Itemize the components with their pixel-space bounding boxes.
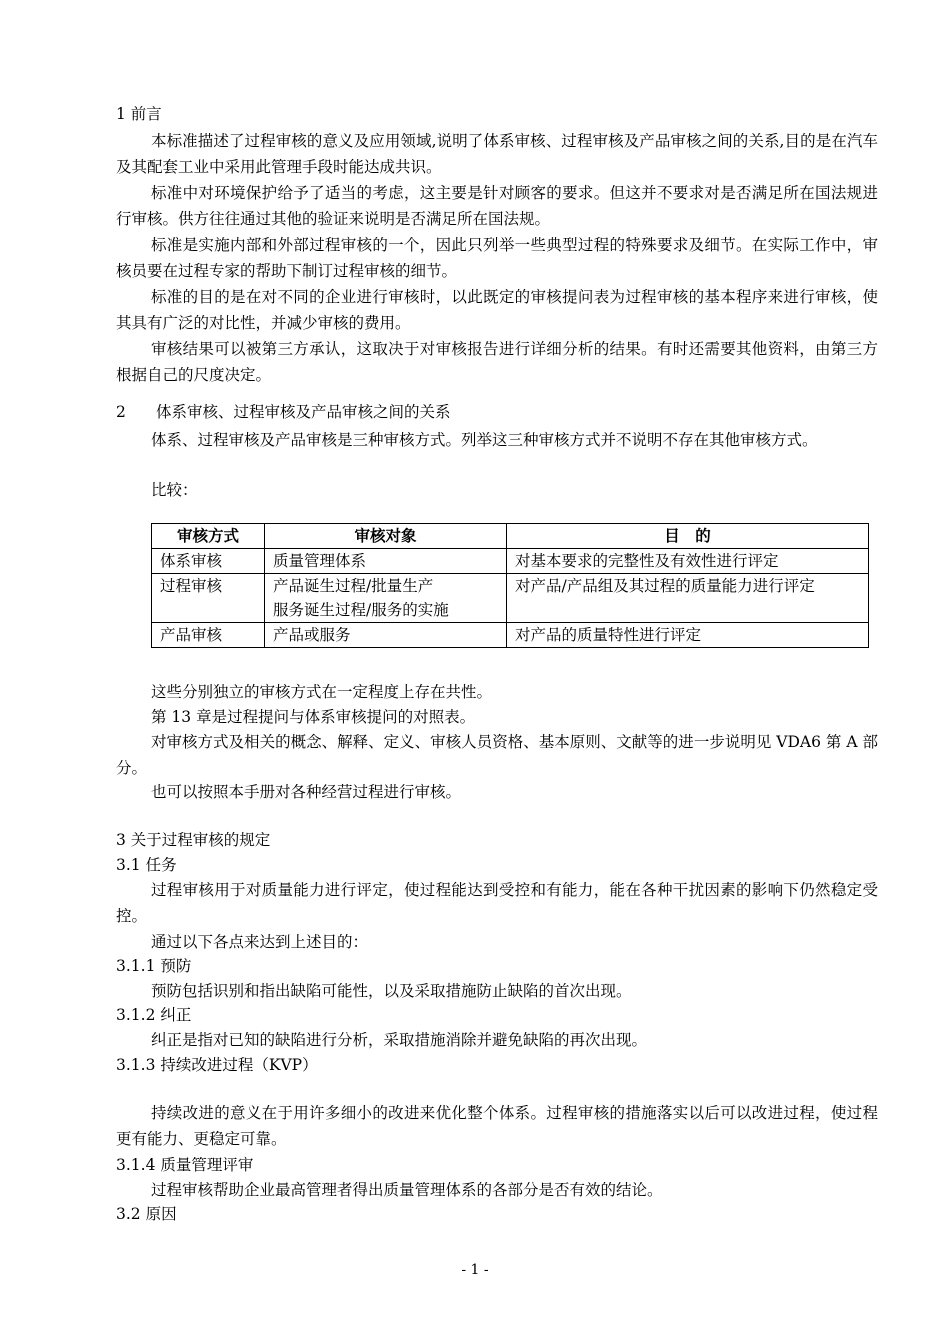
section-2-title: 体系审核、过程审核及产品审核之间的关系 — [156, 403, 451, 421]
section-1-heading: 1 前言 — [116, 105, 162, 123]
section-2-heading — [116, 402, 451, 422]
table-header-cell: 审核对象 — [265, 524, 507, 549]
table-cell: 过程审核 — [152, 574, 265, 623]
section-3-1-2-heading: 3.1.2 纠正 — [116, 1006, 192, 1024]
section-2-last-line: 也可以按照本手册对各种经营过程进行审核。 — [151, 783, 462, 801]
table-header-cell: 审核方式 — [152, 524, 265, 549]
section-1-paragraph-2: 标准中对环境保护给予了适当的考虑，这主要是针对顾客的要求。但这并不要求对是否满足所在国法规进行审核。供方往往通过其他的验证来说明是否满足所在国法规。 — [116, 184, 878, 228]
section-1-paragraph-4: 标准的目的是在对不同的企业进行审核时，以此既定的审核提问表为过程审核的基本程序来进行审核，使其具有广泛的对比性，并减少审核的费用。 — [116, 288, 878, 332]
section-3-1-2-text: 纠正是指对已知的缺陷进行分析，采取措施消除并避免缺陷的再次出现。 — [151, 1031, 648, 1049]
audit-comparison-table — [151, 523, 869, 648]
table-row — [152, 574, 869, 623]
section-1-paragraph-1: 本标准描述了过程审核的意义及应用领域,说明了体系审核、过程审核及产品审核之间的关系,目的是在汽车及其配套工业中采用此管理手段时能达成共识。 — [116, 132, 878, 176]
table-cell-line: 服务诞生过程/服务的实施 — [273, 601, 449, 619]
section-3-1-1-text: 预防包括识别和指出缺陷可能性，以及采取措施防止缺陷的首次出现。 — [151, 982, 632, 1000]
section-3-1-line: 通过以下各点来达到上述目的： — [151, 933, 369, 951]
section-3-1-paragraph: 过程审核用于对质量能力进行评定，使过程能达到受控和有能力，能在各种干扰因素的影响下仍然稳定受控。 — [116, 881, 878, 925]
section-2-after-1: 这些分别独立的审核方式在一定程度上存在共性。 — [151, 683, 493, 701]
section-2-after-2: 第 13 章是过程提问与体系审核提问的对照表。 — [151, 708, 476, 726]
section-3-2-heading: 3.2 原因 — [116, 1205, 177, 1223]
table-cell: 质量管理体系 — [265, 549, 507, 574]
table-cell: 对产品的质量特性进行评定 — [507, 623, 869, 648]
section-3-1-4-text: 过程审核帮助企业最高管理者得出质量管理体系的各部分是否有效的结论。 — [151, 1181, 663, 1199]
section-3-1-3-heading: 3.1.3 持续改进过程（KVP） — [116, 1056, 318, 1074]
table-cell: 对产品/产品组及其过程的质量能力进行评定 — [507, 574, 869, 623]
table-cell: 产品或服务 — [265, 623, 507, 648]
table-cell: 体系审核 — [152, 549, 265, 574]
section-3-1-1-heading: 3.1.1 预防 — [116, 957, 192, 975]
table-header-row — [152, 524, 869, 549]
section-3-1-4-heading: 3.1.4 质量管理评审 — [116, 1156, 254, 1174]
section-2-intro: 体系、过程审核及产品审核是三种审核方式。列举这三种审核方式并不说明不存在其他审核方式。 — [151, 431, 818, 449]
section-2-number: 2 — [116, 403, 126, 421]
page-number: - 1 - — [461, 1262, 489, 1278]
table-cell-line: 产品诞生过程/批量生产 — [273, 577, 434, 595]
table-row — [152, 623, 869, 648]
section-1-paragraph-3: 标准是实施内部和外部过程审核的一个，因此只列举一些典型过程的特殊要求及细节。在实际工作中，审核员要在过程专家的帮助下制订过程审核的细节。 — [116, 236, 878, 280]
section-3-1-3-paragraph: 持续改进的意义在于用许多细小的改进来优化整个体系。过程审核的措施落实以后可以改进过程，使过程更有能力、更稳定可靠。 — [116, 1104, 878, 1148]
compare-label: 比较： — [151, 481, 198, 499]
section-2-reference: 对审核方式及相关的概念、解释、定义、审核人员资格、基本原则、文献等的进一步说明见 VDA6 第 A 部分。 — [116, 733, 878, 777]
section-3-heading: 3 关于过程审核的规定 — [116, 831, 271, 849]
table-cell — [265, 574, 507, 623]
section-1-paragraph-5: 审核结果可以被第三方承认，这取决于对审核报告进行详细分析的结果。有时还需要其他资料，由第三方根据自己的尺度决定。 — [116, 340, 878, 384]
table-header-cell: 目 的 — [507, 524, 869, 549]
table-cell: 对基本要求的完整性及有效性进行评定 — [507, 549, 869, 574]
table-cell: 产品审核 — [152, 623, 265, 648]
section-3-1-heading: 3.1 任务 — [116, 856, 177, 874]
table-row — [152, 549, 869, 574]
